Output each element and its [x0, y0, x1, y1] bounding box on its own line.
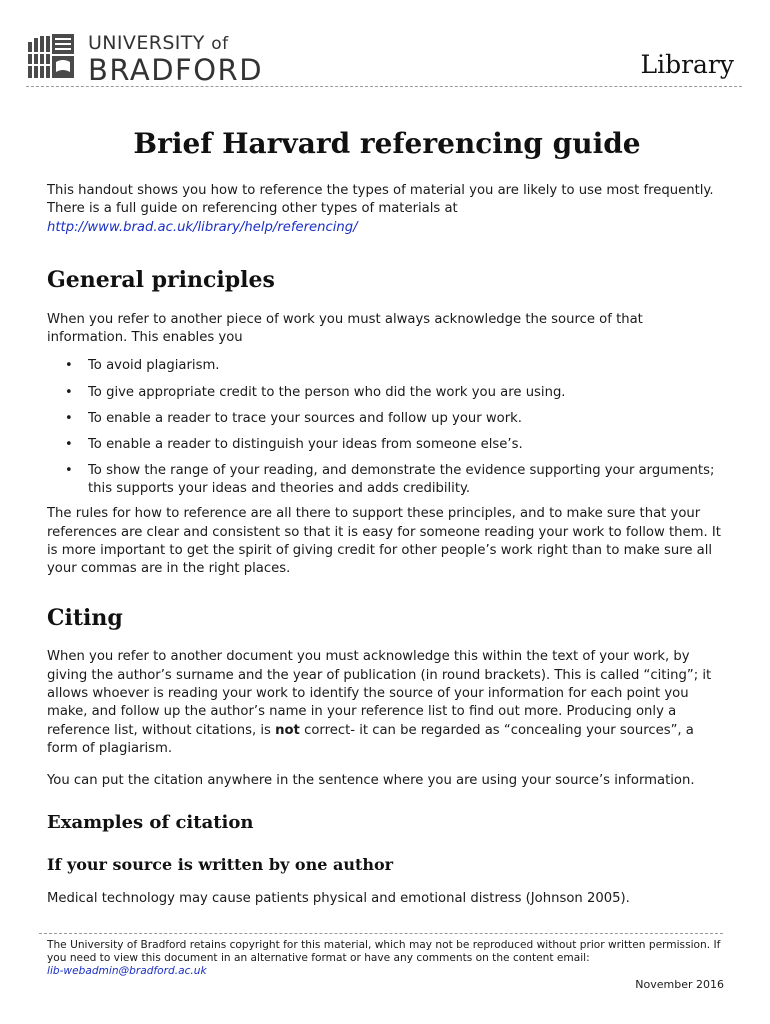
- list-item-text: To avoid plagiarism.: [88, 358, 220, 374]
- list-item-text: To show the range of your reading, and demonstrate the evidence supporting your arguments; this supports your ideas and theories and adds credibility.: [88, 462, 715, 497]
- list-item: [47, 357, 727, 375]
- list-item: [47, 384, 727, 402]
- logo-bradford-word: BRADFORD: [88, 53, 264, 87]
- citation-placement-paragraph: You can put the citation anywhere in the sentence where you are using your source’s information.: [47, 773, 695, 789]
- page-title: Brief Harvard referencing guide: [133, 127, 641, 160]
- bullet-icon: •: [65, 384, 73, 400]
- general-principles-heading: General principles: [47, 266, 275, 293]
- citing-emphasis: not: [275, 722, 300, 738]
- referencing-guide-link[interactable]: http://www.brad.ac.uk/library/help/referencing/: [47, 219, 358, 235]
- copyright-text: The University of Bradford retains copyright for this material, which may not be reproduced without prior written permission. If you need to view this document in an alternative format or have any comments on the content email:: [47, 939, 721, 965]
- list-item-text: To enable a reader to trace your sources and follow up your work.: [88, 410, 522, 426]
- citing-paragraph: [47, 648, 727, 758]
- list-item: [47, 436, 727, 454]
- header-divider: [26, 86, 742, 87]
- publication-date: November 2016: [635, 978, 724, 991]
- contact-email-link[interactable]: lib-webadmin@bradford.ac.uk: [47, 965, 207, 978]
- university-crest-icon: [28, 34, 76, 82]
- bullet-icon: •: [65, 410, 73, 426]
- list-item-text: To give appropriate credit to the person who did the work you are using.: [88, 384, 566, 400]
- one-author-subheading: If your source is written by one author: [47, 854, 394, 874]
- footer-divider: [39, 933, 723, 934]
- list-item-text: To enable a reader to distinguish your ideas from someone else’s.: [88, 436, 523, 452]
- logo-of-word: of: [211, 34, 229, 54]
- rules-paragraph: The rules for how to reference are all there to support these principles, and to make sure that your references are clear and consistent so that it is easy for someone reading your work to follow them. It is more important to get the spirit of giving credit for other people’s work right than to make sure all your commas are in the right places.: [47, 506, 721, 577]
- citing-heading: Citing: [47, 605, 123, 632]
- bullet-icon: •: [65, 358, 73, 374]
- intro-paragraph: [47, 182, 727, 237]
- general-lead-paragraph: When you refer to another piece of work you must always acknowledge the source of that information. This enables you: [47, 311, 643, 346]
- citing-text-b: correct- it can be regarded as “concealing your sources”, a form of plagiarism.: [47, 722, 694, 756]
- intro-text: This handout shows you how to reference the types of material you are likely to use most frequently. There is a full guide on referencing other types of materials at: [47, 183, 714, 217]
- university-logo: [88, 30, 263, 85]
- main-content: [47, 120, 727, 908]
- examples-heading: Examples of citation: [47, 811, 254, 833]
- copyright-notice: [47, 939, 727, 979]
- example-sentence: Medical technology may cause patients physical and emotional distress (Johnson 2005).: [47, 890, 630, 906]
- page-footer: [47, 939, 727, 991]
- list-item: [47, 410, 727, 428]
- bullet-icon: •: [65, 462, 73, 478]
- bullet-icon: •: [65, 436, 73, 452]
- page-header: [26, 30, 736, 88]
- principles-list: [47, 357, 727, 498]
- list-item: [47, 462, 727, 499]
- logo-university-line: [88, 32, 263, 55]
- library-label: Library: [640, 50, 734, 79]
- logo-university-word: UNIVERSITY: [88, 32, 205, 54]
- citing-text-a: When you refer to another document you must acknowledge this within the text of your work, by giving the author’s surname and the year of publication (in round brackets). This is called “citing”; it allows whoever is reading your work to identify the source of your information for each point you make, and follow up the author’s name in your reference list to find out more. Producing only a reference list, without citations, is: [47, 649, 712, 738]
